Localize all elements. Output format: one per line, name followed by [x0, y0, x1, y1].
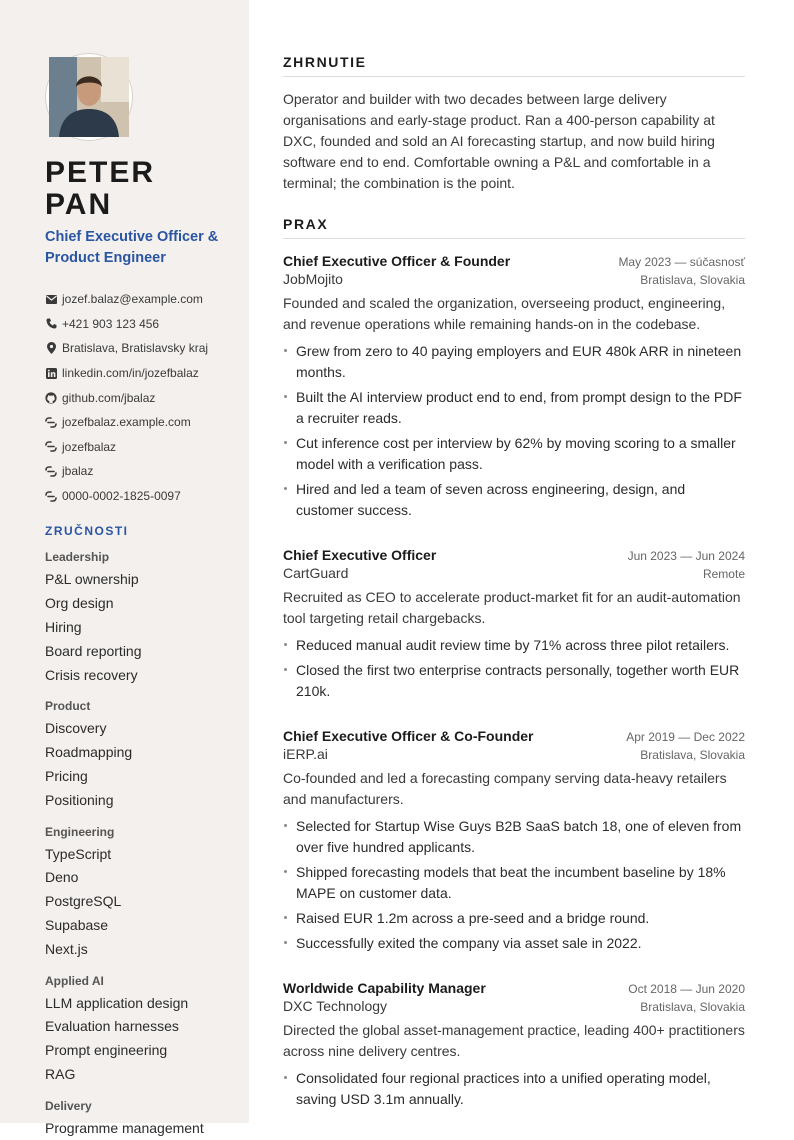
contact-location — [45, 336, 229, 361]
name-line-2: PAN — [45, 188, 113, 221]
contact-github[interactable] — [45, 385, 229, 410]
skill-group-applied-ai — [45, 974, 229, 1087]
job-description: Co-founded and led a forecasting company serving data-heavy retailers and manufacturers. — [283, 770, 727, 807]
contact-orcid[interactable] — [45, 484, 229, 509]
contact-phone[interactable] — [45, 312, 229, 337]
skill-group-name: Delivery — [45, 1098, 92, 1113]
location-pin-icon — [45, 342, 57, 354]
job-entry — [283, 547, 745, 702]
skill-item: TypeScript — [45, 845, 112, 862]
sidebar — [0, 0, 249, 1136]
job-achievements — [283, 341, 745, 521]
job-subheader — [283, 744, 745, 762]
skill-item: Board reporting — [45, 642, 142, 659]
contact-email-text: jozef.balaz@example.com — [62, 292, 203, 307]
skill-item: Prompt engineering — [45, 1042, 168, 1059]
skill-group-name: Product — [45, 699, 91, 714]
summary-heading: ZHRNUTIE — [283, 54, 745, 77]
link-icon — [45, 465, 57, 477]
job-dates: Apr 2019 — Dec 2022 — [626, 730, 745, 744]
skill-group-name: Leadership — [45, 550, 110, 565]
job-company: JobMojito — [283, 271, 343, 287]
achievement-item: Selected for Startup Wise Guys B2B SaaS batch 18, one of eleven from over five hundred applicants. — [283, 816, 745, 858]
job-subheader — [283, 269, 745, 287]
skill-item: RAG — [45, 1065, 76, 1082]
contact-profile-1[interactable] — [45, 435, 229, 460]
achievement-item: Cut inference cost per interview by 62% by moving scoring to a smaller model with a verification pass. — [283, 433, 745, 475]
job-description: Directed the global asset-management practice, leading 400+ practitioners across nine delivery centres. — [283, 1022, 745, 1059]
github-icon — [45, 392, 57, 404]
job-header — [283, 980, 745, 996]
job-location: Remote — [702, 567, 745, 581]
skill-item: Hiring — [45, 618, 82, 635]
contact-location-text: Bratislava, Bratislavsky kraj — [62, 341, 209, 356]
skill-item: Pricing — [45, 767, 88, 784]
skill-item: Evaluation harnesses — [45, 1018, 179, 1035]
job-location: Bratislava, Slovakia — [640, 748, 745, 762]
skill-item: Next.js — [45, 940, 88, 957]
experience-heading: PRAX — [283, 216, 745, 239]
skill-group-name: Engineering — [45, 824, 115, 839]
achievement-item: Raised EUR 1.2m across a pre-seed and a bridge round. — [283, 908, 745, 929]
contact-website[interactable] — [45, 410, 229, 435]
job-location: Bratislava, Slovakia — [640, 1000, 745, 1014]
contact-linkedin-text: linkedin.com/in/jozefbalaz — [62, 366, 199, 381]
achievement-item: Consolidated four regional practices into a unified operating model, saving USD 3.1m annually. — [283, 1068, 745, 1110]
achievement-item: Grew from zero to 40 paying employers and EUR 480k ARR in nineteen months. — [283, 341, 745, 383]
job-header — [283, 728, 745, 744]
job-subheader — [283, 563, 745, 581]
achievement-item: Closed the first two enterprise contracts personally, together worth EUR 210k. — [283, 660, 745, 702]
contact-phone-text: +421 903 123 456 — [62, 316, 160, 331]
contact-linkedin[interactable] — [45, 361, 229, 386]
job-title: Chief Executive Officer — [283, 547, 437, 563]
contact-email[interactable] — [45, 287, 229, 312]
skill-item: Programme management — [45, 1119, 204, 1136]
link-icon — [45, 441, 57, 453]
mail-icon — [45, 293, 57, 305]
skill-group-engineering — [45, 825, 229, 962]
skills-heading: ZRUČNOSTI — [45, 524, 129, 539]
skill-group-delivery — [45, 1099, 229, 1140]
job-dates: Oct 2018 — Jun 2020 — [628, 982, 745, 996]
contact-list — [45, 287, 229, 508]
job-achievements — [283, 816, 745, 954]
job-description: Founded and scaled the organization, overseeing product, engineering, and revenue operations while remaining hands-on in the codebase. — [283, 295, 726, 332]
job-achievements — [283, 1068, 745, 1110]
job-entry — [283, 728, 745, 954]
job-subheader — [283, 996, 745, 1014]
phone-icon — [45, 318, 57, 330]
job-company: iERP.ai — [283, 746, 328, 762]
contact-profile-1-text: jozefbalaz — [62, 439, 117, 454]
skill-group-name: Applied AI — [45, 973, 104, 988]
achievement-item: Built the AI interview product end to end, from prompt design to the PDF a recruiter reads. — [283, 387, 745, 429]
job-header — [283, 547, 745, 563]
achievement-item: Shipped forecasting models that beat the incumbent baseline by 18% MAPE on customer data. — [283, 862, 745, 904]
candidate-name — [45, 157, 229, 221]
achievement-item: Reduced manual audit review time by 71% across three pilot retailers. — [283, 635, 745, 656]
job-company: DXC Technology — [283, 998, 388, 1014]
job-description: Recruited as CEO to accelerate product-market fit for an audit-automation tool targeting retail chargebacks. — [283, 589, 741, 626]
job-company: CartGuard — [283, 565, 349, 581]
contact-website-text: jozefbalaz.example.com — [62, 415, 191, 430]
skill-item: Positioning — [45, 791, 114, 808]
job-title: Chief Executive Officer & Co-Founder — [283, 728, 534, 744]
achievement-item: Successfully exited the company via asset sale in 2022. — [283, 933, 745, 954]
main-content — [249, 0, 794, 1123]
contact-github-text: github.com/jbalaz — [62, 390, 156, 405]
job-title: Chief Executive Officer & Founder — [283, 253, 511, 269]
skill-item: PostgreSQL — [45, 893, 122, 910]
summary-text: Operator and builder with two decades between large delivery organisations and early-stage product. Ran a 400-person capability at DXC, founded and sold an AI forecasting startup, and now build hiring software end to end. Comfortable owning a P&L and comfortable in a terminal; the combination is the point. — [283, 91, 715, 191]
skill-item: LLM application design — [45, 994, 189, 1011]
job-header — [283, 253, 745, 269]
job-location: Bratislava, Slovakia — [640, 273, 745, 287]
skill-item: Deno — [45, 869, 79, 886]
skill-group-leadership — [45, 550, 229, 687]
skill-item: Roadmapping — [45, 744, 133, 761]
contact-profile-2-text: jbalaz — [62, 464, 94, 479]
skill-group-product — [45, 699, 229, 812]
contact-orcid-text: 0000-0002-1825-0097 — [62, 489, 181, 504]
skill-item: P&L ownership — [45, 571, 139, 588]
contact-profile-2[interactable] — [45, 459, 229, 484]
job-dates: May 2023 — súčasnosť — [618, 255, 745, 269]
job-entry — [283, 253, 745, 521]
skill-item: Supabase — [45, 916, 109, 933]
skill-item: Org design — [45, 595, 114, 612]
avatar — [46, 54, 132, 140]
job-achievements — [283, 635, 745, 702]
link-icon — [45, 490, 57, 502]
job-dates: Jun 2023 — Jun 2024 — [627, 549, 745, 563]
name-line-1: PETER — [45, 156, 156, 189]
link-icon — [45, 416, 57, 428]
achievement-item: Hired and led a team of seven across engineering, design, and customer success. — [283, 479, 745, 521]
skill-item: Crisis recovery — [45, 666, 138, 683]
linkedin-icon — [45, 367, 57, 379]
skill-item: Discovery — [45, 720, 107, 737]
headline: Chief Executive Officer & Product Engineer — [45, 229, 219, 266]
job-title: Worldwide Capability Manager — [283, 980, 486, 996]
job-entry — [283, 980, 745, 1110]
